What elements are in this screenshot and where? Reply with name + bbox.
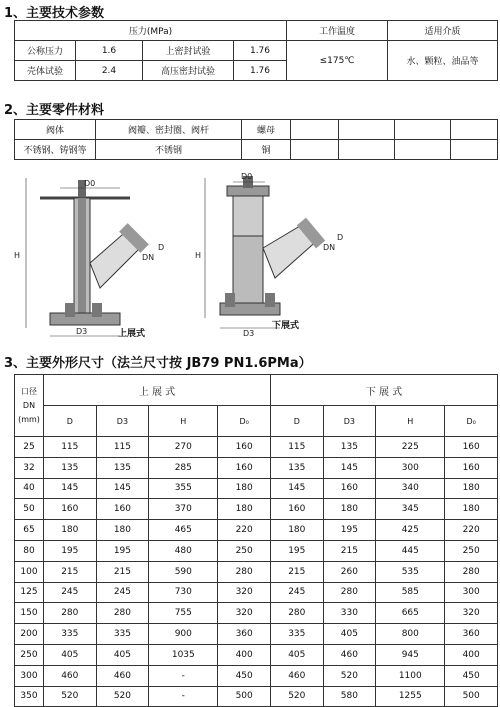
cell: 阀瓣、密封圈、阀杆: [96, 120, 242, 140]
table-cell: 280: [96, 603, 149, 624]
label-h-lower: H: [195, 251, 202, 260]
table-cell: 32: [15, 457, 44, 478]
table-cell: 320: [218, 582, 271, 603]
cell: [291, 140, 339, 160]
table-cell: 160: [218, 457, 271, 478]
table-cell: 480: [149, 540, 218, 561]
table-cell: 160: [270, 499, 323, 520]
table-row: [15, 582, 498, 603]
table-cell: 40: [15, 478, 44, 499]
table-row: [15, 520, 498, 541]
table-cell: 160: [445, 457, 498, 478]
sub-header: D: [270, 406, 323, 437]
table-cell: 300: [445, 582, 498, 603]
table-row: [15, 540, 498, 561]
sub-header: D₀: [445, 406, 498, 437]
table-cell: 200: [15, 624, 44, 645]
cell: [339, 120, 395, 140]
table-cell: 160: [218, 437, 271, 458]
label-d0: D0: [84, 179, 96, 188]
table-cell: 520: [323, 665, 376, 686]
label-d0-lower: D0: [241, 172, 253, 181]
table-cell: 425: [376, 520, 445, 541]
table-cell: 135: [44, 457, 97, 478]
temp-value: ≤175℃: [287, 41, 388, 81]
table-cell: 460: [96, 665, 149, 686]
table-cell: 320: [445, 603, 498, 624]
table-cell: 180: [218, 499, 271, 520]
table-cell: 100: [15, 561, 44, 582]
table-cell: 520: [270, 686, 323, 707]
table-cell: 215: [96, 561, 149, 582]
table-cell: 350: [15, 686, 44, 707]
table-cell: 520: [44, 686, 97, 707]
tech-params-table: [14, 20, 498, 81]
cell: 壳体试验: [15, 61, 76, 81]
table-cell: 320: [218, 603, 271, 624]
caption-upper: 上展式: [118, 329, 146, 339]
table-cell: 250: [218, 540, 271, 561]
table-row: [15, 644, 498, 665]
table-cell: 215: [44, 561, 97, 582]
table-cell: 335: [270, 624, 323, 645]
table-cell: 160: [323, 478, 376, 499]
table-cell: 1100: [376, 665, 445, 686]
group-upper-header: 上 展 式: [44, 375, 271, 406]
dn-label: 口径: [21, 386, 37, 396]
table-cell: 115: [44, 437, 97, 458]
upper-expand-valve-drawing: [10, 168, 190, 346]
lower-expand-valve-drawing: [195, 168, 375, 338]
table-cell: 280: [323, 582, 376, 603]
table-cell: 220: [218, 520, 271, 541]
table-cell: 340: [376, 478, 445, 499]
label-dn-lower: DN: [323, 243, 336, 252]
pressure-header: 压力(MPa): [15, 21, 287, 41]
table-cell: 280: [445, 561, 498, 582]
table-row: [15, 603, 498, 624]
table-cell: 280: [44, 603, 97, 624]
section-title-tech: 1、主要技术参数: [4, 6, 105, 21]
table-cell: 345: [376, 499, 445, 520]
cell: [395, 140, 451, 160]
table-cell: 405: [96, 644, 149, 665]
table-cell: 225: [376, 437, 445, 458]
table-cell: 460: [44, 665, 97, 686]
table-cell: 180: [96, 520, 149, 541]
table-cell: 65: [15, 520, 44, 541]
table-row: [15, 478, 498, 499]
cell: 不锈钢: [96, 140, 242, 160]
table-cell: 245: [270, 582, 323, 603]
table-cell: 260: [323, 561, 376, 582]
table-row: [15, 686, 498, 707]
table-cell: 150: [15, 603, 44, 624]
table-cell: 180: [323, 499, 376, 520]
table-cell: 180: [44, 520, 97, 541]
label-h: H: [14, 251, 21, 260]
cell: 铜: [242, 140, 291, 160]
table-cell: 160: [96, 499, 149, 520]
table-cell: 450: [218, 665, 271, 686]
cell: [339, 140, 395, 160]
dn-header: [15, 375, 44, 437]
table-cell: 405: [44, 644, 97, 665]
table-cell: 280: [270, 603, 323, 624]
table-cell: 355: [149, 478, 218, 499]
table-cell: 500: [218, 686, 271, 707]
cell: 1.76: [234, 41, 287, 61]
table-cell: 245: [44, 582, 97, 603]
label-d3-lower: D3: [243, 329, 255, 338]
table-cell: 160: [445, 437, 498, 458]
table-cell: 450: [445, 665, 498, 686]
cell: [451, 140, 498, 160]
table-row: [15, 437, 498, 458]
section-title-materials: 2、主要零件材料: [4, 103, 105, 118]
table-cell: -: [149, 686, 218, 707]
table-cell: 145: [323, 457, 376, 478]
table-cell: 250: [445, 540, 498, 561]
table-cell: 405: [270, 644, 323, 665]
table-cell: 300: [376, 457, 445, 478]
table-cell: 500: [445, 686, 498, 707]
table-cell: 285: [149, 457, 218, 478]
table-cell: 445: [376, 540, 445, 561]
dn-unit: (mm): [18, 414, 40, 424]
table-cell: 115: [270, 437, 323, 458]
sub-header: D₀: [218, 406, 271, 437]
table-cell: 1255: [376, 686, 445, 707]
section-title-dims: 3、主要外形尺寸（法兰尺寸按 JB79 PN1.6PMa）: [4, 356, 312, 371]
table-cell: -: [149, 665, 218, 686]
table-cell: 195: [96, 540, 149, 561]
sub-header: H: [376, 406, 445, 437]
media-header: 适用介质: [388, 21, 498, 41]
table-cell: 280: [218, 561, 271, 582]
label-d-lower: D: [337, 233, 344, 242]
sub-header: H: [149, 406, 218, 437]
table-cell: 195: [270, 540, 323, 561]
table-row: [15, 499, 498, 520]
cell: [291, 120, 339, 140]
materials-table: [14, 119, 498, 160]
table-cell: 135: [96, 457, 149, 478]
table-cell: 125: [15, 582, 44, 603]
table-cell: 180: [445, 478, 498, 499]
dimensions-table: [14, 374, 498, 707]
temp-header: 工作温度: [287, 21, 388, 41]
table-cell: 145: [44, 478, 97, 499]
table-row: [15, 561, 498, 582]
table-cell: 220: [445, 520, 498, 541]
table-cell: 665: [376, 603, 445, 624]
table-cell: 25: [15, 437, 44, 458]
table-cell: 335: [44, 624, 97, 645]
table-cell: 400: [218, 644, 271, 665]
dn-code: DN: [22, 400, 36, 410]
table-cell: 245: [96, 582, 149, 603]
table-row: [15, 624, 498, 645]
cell: 高压密封试验: [143, 61, 234, 81]
table-cell: 145: [270, 478, 323, 499]
table-cell: 585: [376, 582, 445, 603]
table-cell: 360: [218, 624, 271, 645]
table-cell: 800: [376, 624, 445, 645]
table-cell: 945: [376, 644, 445, 665]
table-cell: 405: [323, 624, 376, 645]
table-cell: 135: [270, 457, 323, 478]
table-cell: 195: [323, 520, 376, 541]
table-cell: 160: [44, 499, 97, 520]
table-cell: 400: [445, 644, 498, 665]
table-cell: 590: [149, 561, 218, 582]
table-cell: 460: [270, 665, 323, 686]
table-cell: 50: [15, 499, 44, 520]
table-cell: 80: [15, 540, 44, 561]
table-cell: 360: [445, 624, 498, 645]
cell: 1.76: [234, 61, 287, 81]
table-cell: 145: [96, 478, 149, 499]
label-dn: DN: [142, 253, 155, 262]
table-cell: 900: [149, 624, 218, 645]
cell: [395, 120, 451, 140]
media-value: 水、颗粒、油品等: [388, 41, 498, 81]
table-cell: 115: [96, 437, 149, 458]
table-cell: 730: [149, 582, 218, 603]
table-cell: 180: [445, 499, 498, 520]
table-cell: 215: [270, 561, 323, 582]
sub-header: D3: [96, 406, 149, 437]
sub-header: D: [44, 406, 97, 437]
table-cell: 135: [323, 437, 376, 458]
table-cell: 330: [323, 603, 376, 624]
cell: 上密封试验: [143, 41, 234, 61]
table-cell: 250: [15, 644, 44, 665]
table-cell: 370: [149, 499, 218, 520]
cell: 2.4: [76, 61, 143, 81]
sub-header: D3: [323, 406, 376, 437]
table-cell: 195: [44, 540, 97, 561]
table-cell: 300: [15, 665, 44, 686]
cell: 螺母: [242, 120, 291, 140]
table-cell: 180: [218, 478, 271, 499]
table-cell: 755: [149, 603, 218, 624]
cell: 不锈钢、铸钢等: [15, 140, 96, 160]
table-cell: 215: [323, 540, 376, 561]
table-cell: 520: [96, 686, 149, 707]
label-d3: D3: [76, 327, 88, 336]
label-d: D: [158, 243, 165, 252]
table-cell: 1035: [149, 644, 218, 665]
cell: 1.6: [76, 41, 143, 61]
cell: 公称压力: [15, 41, 76, 61]
table-cell: 180: [270, 520, 323, 541]
group-lower-header: 下 展 式: [270, 375, 497, 406]
table-cell: 335: [96, 624, 149, 645]
cell: [451, 120, 498, 140]
table-cell: 270: [149, 437, 218, 458]
cell: 阀体: [15, 120, 96, 140]
table-cell: 580: [323, 686, 376, 707]
table-cell: 465: [149, 520, 218, 541]
table-cell: 535: [376, 561, 445, 582]
table-cell: 460: [323, 644, 376, 665]
caption-lower: 下展式: [272, 321, 300, 331]
table-row: [15, 457, 498, 478]
